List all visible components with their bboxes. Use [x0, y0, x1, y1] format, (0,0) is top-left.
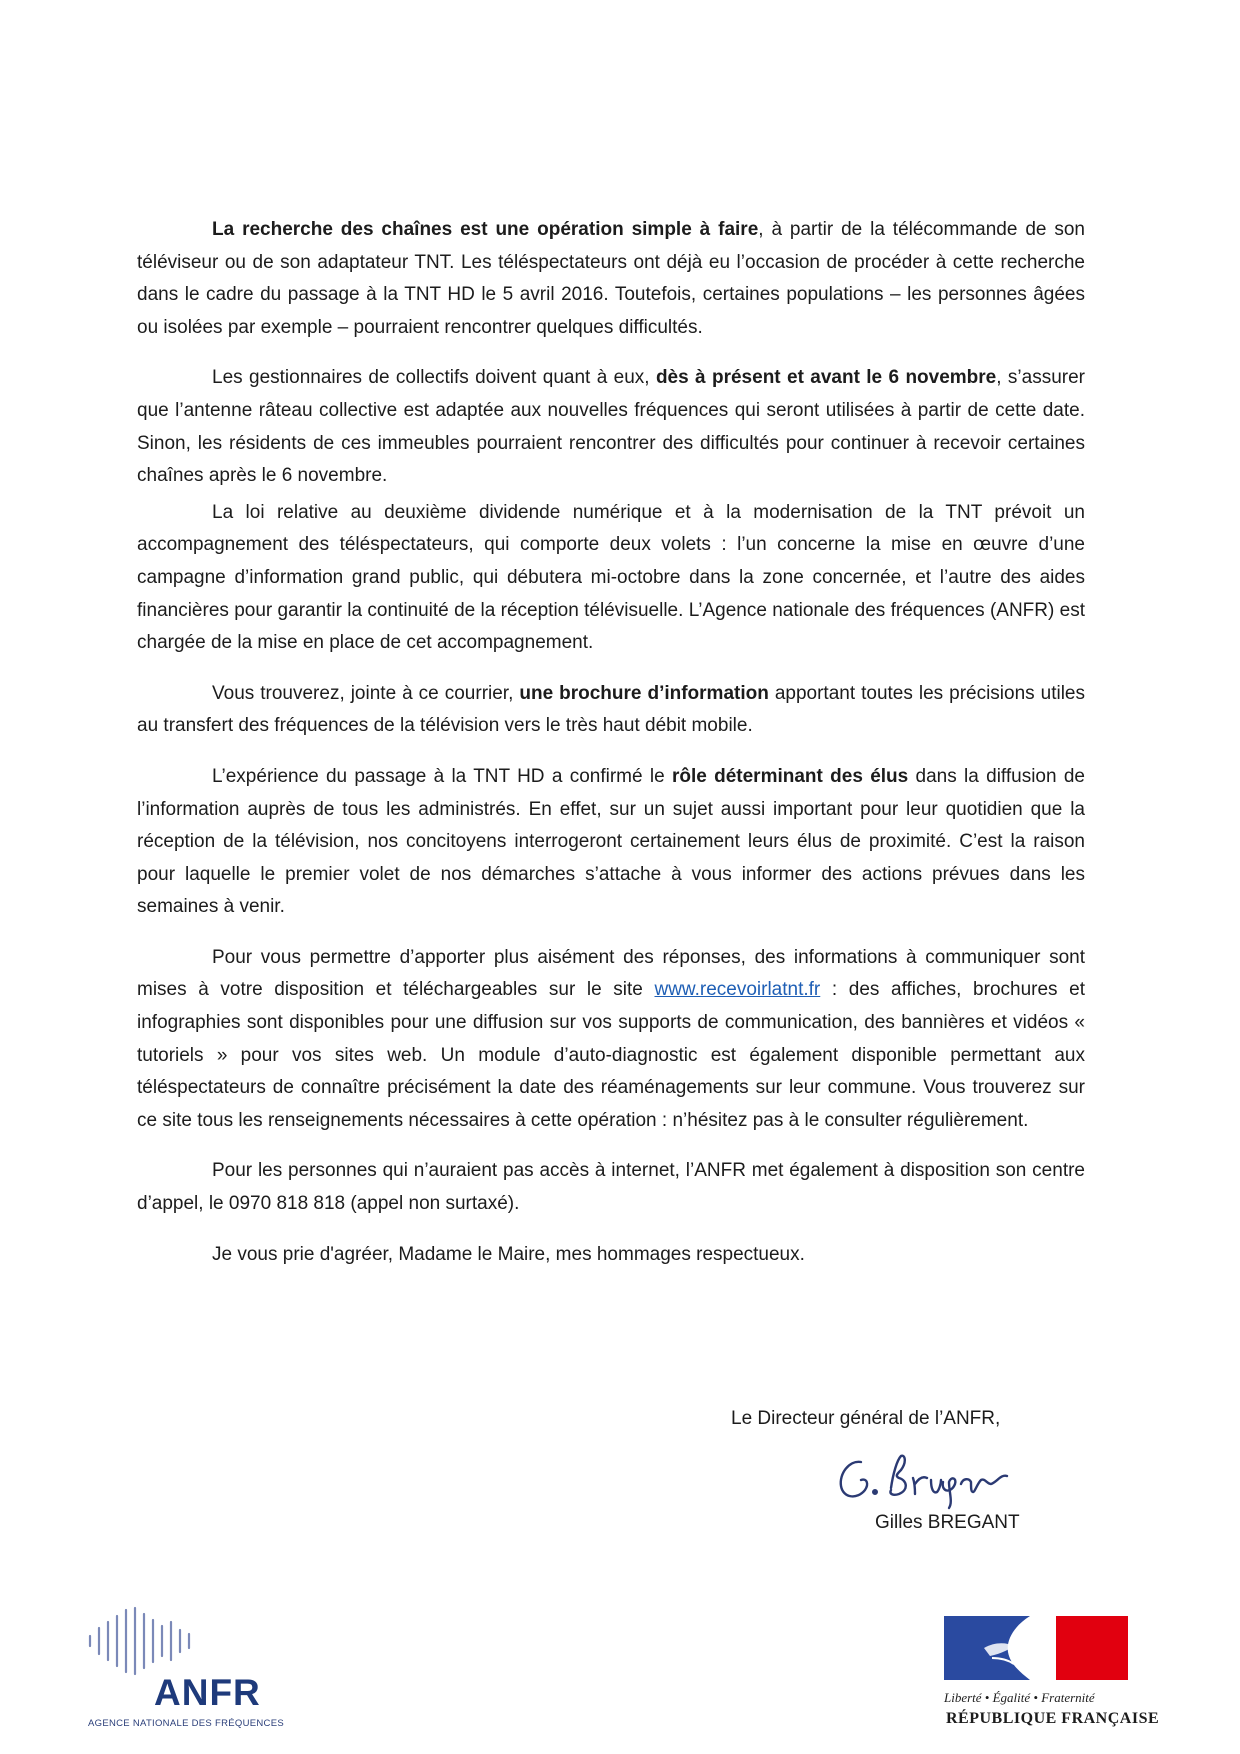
- paragraph-text: , à partir de la télécommande de son téléviseur ou de son adaptateur TNT. Les téléspectateurs ont déjà eu l’occasion de procéder à cette recherche dans le cadre du passage à la TNT HD le 5 avril 2016. Toutefois, certaines populations – les personnes âgées ou isolées par exemple – pourraient rencontrer quelques difficultés.: [137, 219, 1085, 338]
- signatory-title: Le Directeur général de l’ANFR,: [731, 1408, 1001, 1429]
- paragraph-call-center: [137, 1155, 1085, 1220]
- paragraph-text: La loi relative au deuxième dividende numérique et à la modernisation de la TNT prévoit un accompagnement des téléspectateurs, qui comporte deux volets : l’un concerne la mise en œuvre d’une campagne d’information grand public, qui débutera mi-octobre dans la zone concernée, et l’autre des aides financières pour garantir la continuité de la réception télévisuelle. L’Agence nationale des fréquences (ANFR) est chargée de la mise en place de cet accompagnement.: [137, 501, 1085, 654]
- paragraph-closing: [137, 1239, 1085, 1272]
- paragraph-website: [137, 942, 1085, 1138]
- republic-motto: Liberté • Égalité • Fraternité: [944, 1690, 1095, 1705]
- paragraph-law: [137, 497, 1085, 660]
- bold-phrase: dès à présent et avant le 6 novembre: [655, 367, 997, 389]
- republic-name: RÉPUBLIQUE FRANÇAISE: [946, 1710, 1160, 1727]
- paragraph-text: Pour vous permettre d’apporter plus aisément des réponses, des informations à communiquer sont mises à votre disposition et téléchargeables sur le site: [137, 946, 1085, 1001]
- anfr-logo: [86, 1600, 286, 1730]
- bold-phrase: une brochure d’information: [519, 682, 769, 704]
- paragraph-text: dans la diffusion de l’information auprès de tous les administrés. En effet, sur un sujet aussi important pour leur quotidien que la réception de la télévision, nos concitoyens interrogeront certainement leurs élus de proximité. C’est la raison pour laquelle le premier volet de nos démarches s’attache à vous informer des actions prévues dans les semaines à venir.: [137, 765, 1085, 918]
- marianne-flag-icon: [944, 1612, 1134, 1684]
- paragraph-brochure: [137, 678, 1085, 743]
- paragraph-text: Je vous prie d'agréer, Madame le Maire, mes hommages respectueux.: [212, 1243, 805, 1265]
- paragraph-channel-search: [137, 214, 1085, 344]
- letter-body: [137, 214, 1085, 1271]
- paragraph-text: Les gestionnaires de collectifs doivent quant à eux,: [212, 367, 656, 389]
- republique-francaise-logo: [938, 1612, 1160, 1742]
- paragraph-text: Vous trouverez, jointe à ce courrier,: [212, 682, 520, 704]
- anfr-subtitle: AGENCE NATIONALE DES FRÉQUENCES: [88, 1718, 284, 1729]
- paragraph-text: , s’assurer que l’antenne râteau collective est adaptée aux nouvelles fréquences qui seront utilisées à partir de cette date. Sinon, les résidents de ces immeubles pourraient rencontrer des difficultés pour continuer à recevoir certaines chaînes après le 6 novembre.: [137, 367, 1085, 487]
- handwritten-signature-icon: [831, 1444, 1051, 1510]
- bold-phrase: La recherche des chaînes est une opération simple à faire: [212, 219, 759, 240]
- sound-wave-icon: [86, 1606, 216, 1676]
- anfr-wordmark: ANFR: [154, 1672, 261, 1713]
- bold-phrase: rôle déterminant des élus: [671, 765, 909, 787]
- paragraph-text: Pour les personnes qui n’auraient pas accès à internet, l’ANFR met également à disposition son centre d’appel, le 0970 818 818 (appel non surtaxé).: [137, 1160, 1085, 1215]
- paragraph-text: L’expérience du passage à la TNT HD a confirmé le: [212, 765, 672, 787]
- paragraph-text: : des affiches, brochures et infographies sont disponibles pour une diffusion sur vos supports de communication, des bannières et vidéos « tutoriels » pour vos sites web. Un module d’auto-diagnostic est également disponible permettant aux téléspectateurs de connaître précisément la date des réaménagements sur leur commune. Vous trouverez sur ce site tous les renseignements nécessaires à cette opération : n’hésitez pas à le consulter régulièrement.: [137, 979, 1086, 1131]
- paragraph-collective-managers: [137, 362, 1085, 492]
- website-link[interactable]: www.recevoirlatnt.fr: [654, 979, 821, 1001]
- signatory-name: Gilles BREGANT: [875, 1512, 1020, 1533]
- paragraph-text: apportant toutes les précisions utiles au transfert des fréquences de la télévision vers le très haut débit mobile.: [137, 682, 1086, 737]
- paragraph-elus: [137, 761, 1085, 924]
